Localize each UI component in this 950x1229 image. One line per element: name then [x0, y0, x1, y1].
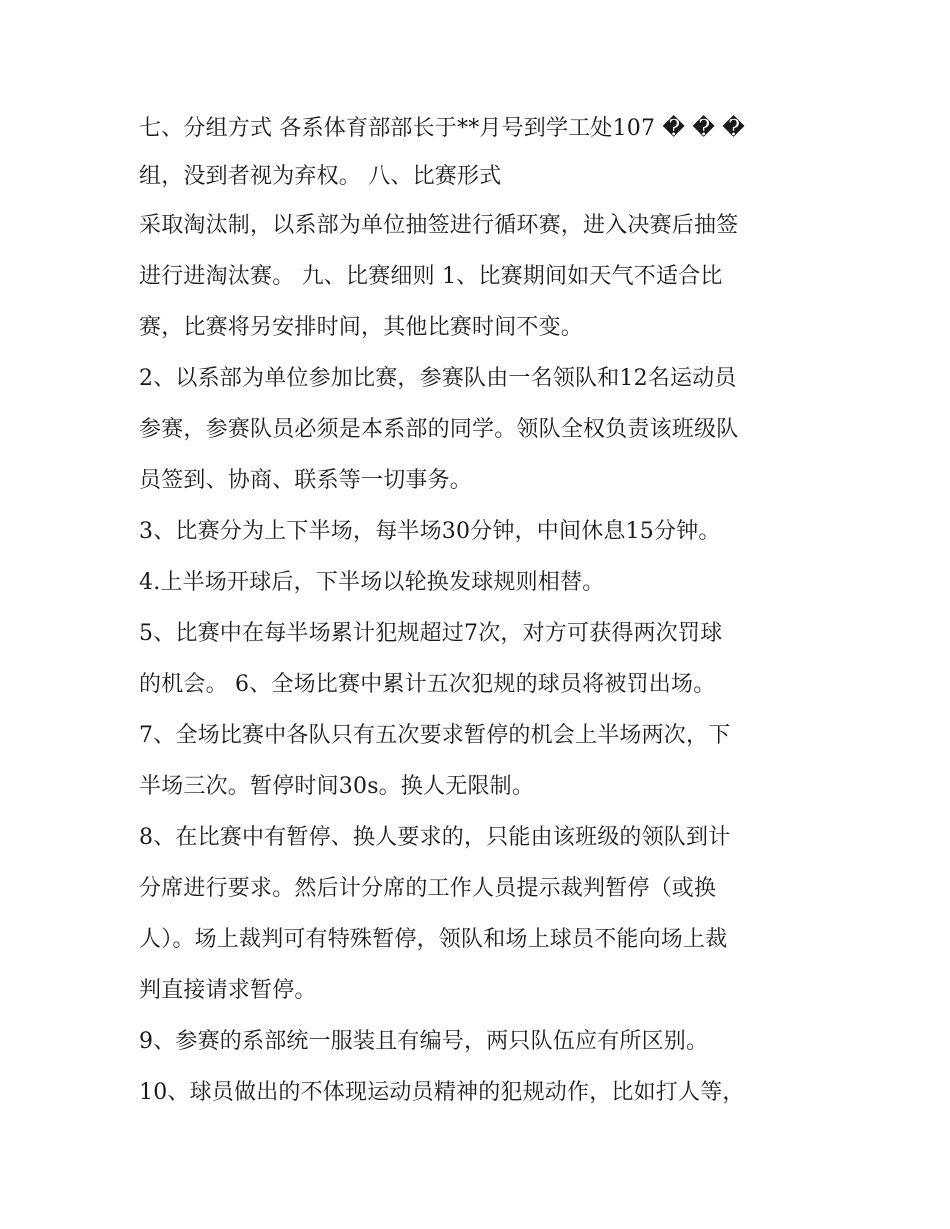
text-line: 七、分组方式 各系体育部部长于**月号到学工处107 � � �	[139, 116, 746, 141]
text-line: 赛，比赛将另安排时间，其他比赛时间不变。	[139, 315, 584, 340]
text-line: 2、以系部为单位参加比赛，参赛队由一名领队和12名运动员	[139, 366, 737, 391]
text-line: 10、球员做出的不体现运动员精神的犯规动作，比如打人等，	[139, 1080, 745, 1105]
text-line: 分席进行要求。然后计分席的工作人员提示裁判暂停（或换	[139, 876, 717, 901]
text-line: 采取淘汰制，以系部为单位抽签进行循环赛，进入决赛后抽签	[139, 213, 739, 238]
text-line: 员签到、协商、联系等一切事务。	[139, 468, 473, 493]
text-line: 参赛，参赛队员必须是本系部的同学。领队全权负责该班级队	[139, 417, 739, 442]
text-line: 的机会。 6、全场比赛中累计五次犯规的球员将被罚出场。	[139, 672, 716, 697]
text-line: 9、参赛的系部统一服装且有编号，两只队伍应有所区别。	[139, 1029, 709, 1054]
text-line: 组，没到者视为弃权。 八、比赛形式	[139, 164, 502, 189]
text-line: 4.上半场开球后，下半场以轮换发球规则相替。	[139, 570, 605, 595]
text-line: 半场三次。暂停时间30s。换人无限制。	[139, 774, 535, 799]
text-line: 进行进淘汰赛。 九、比赛细则 1、比赛期间如天气不适合比	[139, 264, 723, 289]
text-line: 7、全场比赛中各队只有五次要求暂停的机会上半场两次，下	[139, 723, 731, 748]
document-body	[139, 103, 829, 1118]
text-line: 判直接请求暂停。	[139, 978, 317, 1003]
text-line: 8、在比赛中有暂停、换人要求的，只能由该班级的领队到计	[139, 825, 731, 850]
text-line: 5、比赛中在每半场累计犯规超过7次，对方可获得两次罚球	[139, 621, 723, 646]
text-line: 人）。场上裁判可有特殊暂停，领队和场上球员不能向场上裁	[139, 927, 728, 952]
text-line: 3、比赛分为上下半场，每半场30分钟，中间休息15分钟。	[139, 519, 721, 544]
